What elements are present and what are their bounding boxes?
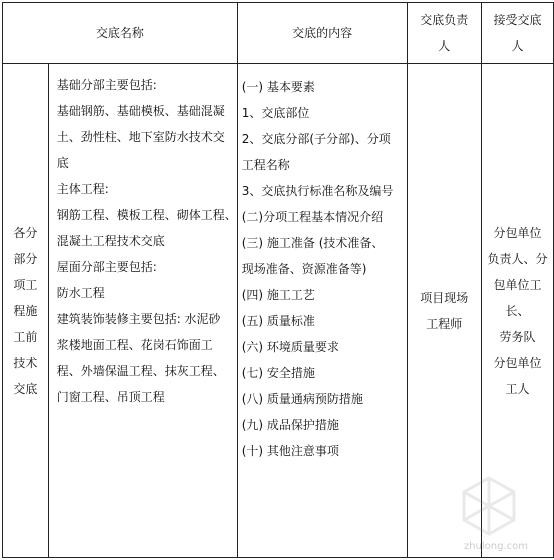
name-line: 基础分部主要包括: — [56, 78, 157, 92]
name-line: 防水工程 — [56, 286, 105, 300]
name-stack — [49, 64, 237, 410]
name-line: 屋面分部主要包括: — [56, 260, 157, 274]
header-row — [3, 3, 554, 64]
header-receiver-line1: 接受交底 — [493, 13, 542, 27]
receiver-line: 工人 — [505, 381, 530, 396]
responsible-stack — [408, 285, 482, 337]
category-line: 工前 — [13, 329, 38, 344]
name-line: 程、外墙保温工程、抹灰工程、 — [56, 364, 225, 378]
receiver-line: 长、 — [505, 303, 530, 318]
responsible-line: 工程师 — [426, 316, 463, 331]
category-line: 技术 — [13, 355, 38, 370]
content-line: 3、交底执行标准名称及编号 — [241, 184, 394, 198]
header-responsible-line1: 交底负责 — [420, 13, 469, 27]
receiver-stack — [482, 220, 553, 402]
header-responsible — [407, 3, 482, 64]
content-line: (五) 质量标准 — [241, 314, 315, 328]
category-cell — [3, 64, 49, 558]
header-content: 交底的内容 — [237, 3, 407, 64]
content-line: (八) 质量通病预防措施 — [241, 392, 363, 406]
content-line: 2、交底分部(子分部)、分项 — [241, 132, 391, 146]
watermark-text: zhulong.com — [463, 541, 528, 552]
content-line: (三) 施工准备 (技术准备、 — [241, 236, 384, 250]
category-line: 交底 — [13, 381, 38, 396]
content-line: (一) 基本要素 — [241, 80, 315, 94]
category-line: 各分 — [13, 225, 38, 240]
header-name: 交底名称 — [3, 3, 238, 64]
name-line: 建筑装饰装修主要包括: 水泥砂 — [56, 312, 221, 326]
header-receiver — [482, 3, 554, 64]
category-stack — [3, 220, 48, 402]
name-line: 钢筋工程、模板工程、砌体工程、 — [56, 208, 237, 222]
name-line: 浆楼地面工程、花岗石饰面工 — [56, 338, 213, 352]
content-line: 现场准备、资源准备等) — [241, 262, 367, 276]
name-line: 混凝土工程技术交底 — [56, 234, 165, 248]
content-cell — [237, 64, 407, 558]
category-line: 项工 — [13, 277, 38, 292]
category-line: 部分 — [13, 251, 38, 266]
receiver-line: 包单位工 — [493, 277, 542, 292]
content-line: (二)分项工程基本情况介绍 — [241, 210, 384, 224]
name-line: 门窗工程、吊顶工程 — [56, 390, 165, 404]
content-line: (七) 安全措施 — [241, 366, 315, 380]
name-line: 基础钢筋、基础模板、基础混凝 — [56, 104, 225, 118]
name-line: 底 — [56, 156, 69, 170]
content-line: 1、交底部位 — [241, 106, 310, 120]
receiver-line: 负责人、分 — [487, 251, 548, 266]
receiver-line: 分包单位 — [493, 225, 542, 240]
content-line: (十) 其他注意事项 — [241, 444, 339, 458]
content-line: (四) 施工工艺 — [241, 288, 315, 302]
header-responsible-line2: 人 — [438, 39, 451, 53]
receiver-line: 分包单位 — [493, 355, 542, 370]
responsible-line: 项目现场 — [420, 290, 469, 305]
watermark-logo-icon — [434, 474, 544, 548]
receiver-line: 劳务队 — [499, 329, 536, 344]
content-line: 工程名称 — [241, 158, 290, 172]
content-line: (六) 环境质量要求 — [241, 340, 339, 354]
category-line: 程施 — [13, 303, 38, 318]
header-receiver-line2: 人 — [511, 39, 524, 53]
content-line: (九) 成品保护措施 — [241, 418, 339, 432]
name-line: 土、劲性柱、地下室防水技术交 — [56, 130, 225, 144]
name-line: 主体工程: — [56, 182, 109, 196]
content-stack — [238, 64, 407, 464]
name-cell — [48, 64, 237, 558]
